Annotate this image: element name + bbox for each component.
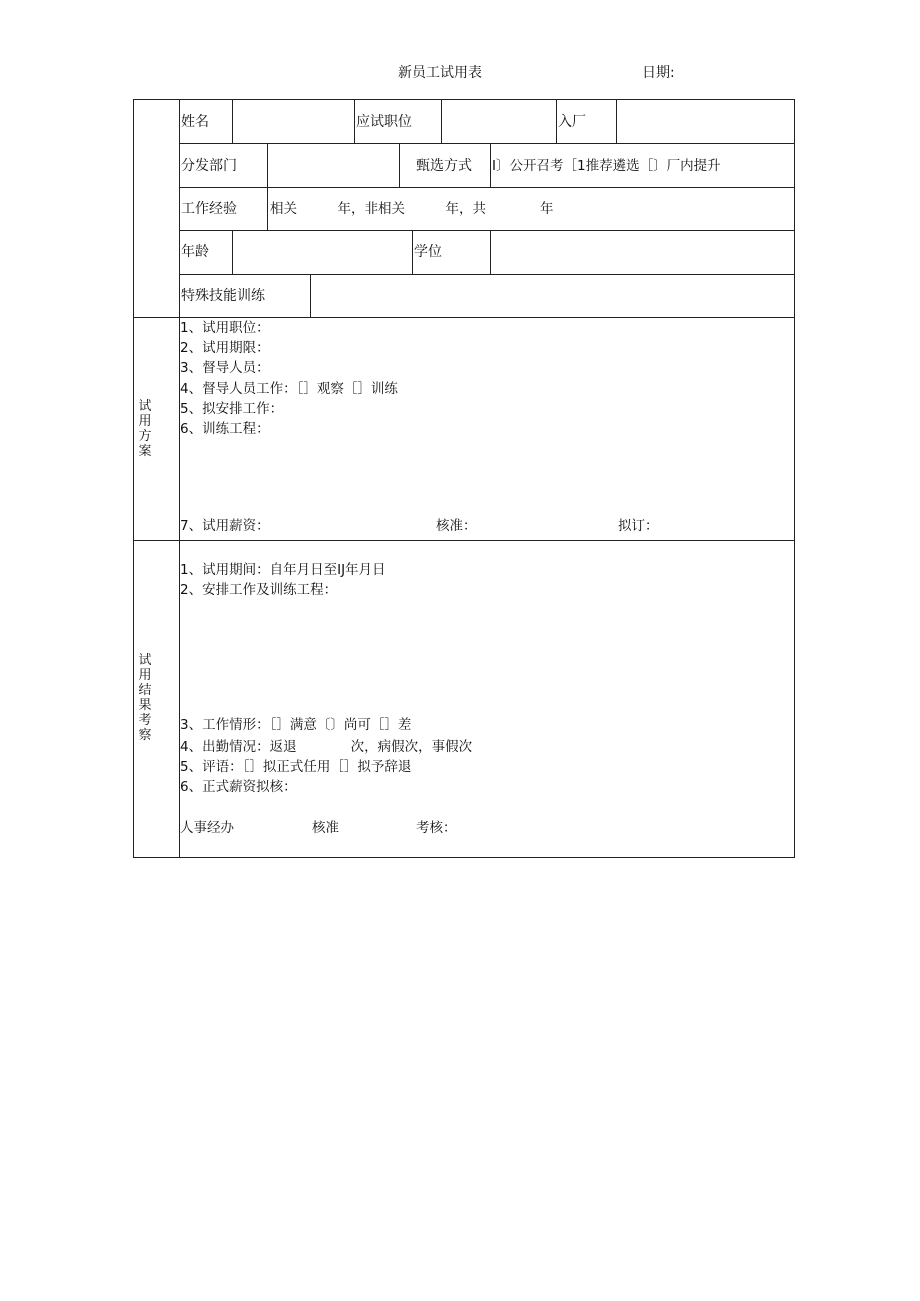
result-performance: 3、工作情形：［］满意〔〕尚可［］差 — [180, 717, 412, 733]
cell-divider — [412, 230, 413, 274]
plan-side-char: 方 — [138, 429, 152, 444]
result-comment: 5、评语：［］拟正式任用［］拟予辞退 — [180, 759, 412, 775]
result-hr: 人事经办 — [180, 820, 234, 836]
result-period: 1、试用期间：自年月日至IJ年月日 — [180, 562, 386, 578]
selection-label: 甄选方式 — [416, 158, 472, 174]
row-divider-1 — [179, 143, 794, 144]
result-side-label — [137, 653, 153, 743]
age-label: 年龄 — [181, 244, 209, 260]
result-side-char: 果 — [138, 698, 152, 713]
cell-divider — [556, 100, 557, 143]
result-attendance: 4、出勤情况：返退 次，病假次，事假次 — [180, 739, 473, 755]
plan-draft: 拟订： — [618, 518, 659, 534]
plan-item: 2、试用期限： — [180, 340, 270, 356]
result-formal-salary: 6、正式薪资拟核： — [180, 779, 297, 795]
plan-side-char: 试 — [138, 399, 152, 414]
plan-side-label — [137, 399, 153, 459]
plan-side-char: 案 — [138, 444, 152, 459]
plan-item: 5、拟安排工作： — [180, 401, 284, 417]
entry-label: 入厂 — [558, 114, 586, 130]
plan-side-char: 用 — [138, 414, 152, 429]
date-label: 日期: — [642, 65, 675, 81]
selection-options: I〕公开召考［1推荐遴选［〕厂内提升 — [492, 158, 721, 174]
row-divider-2 — [179, 187, 794, 188]
cell-divider — [267, 143, 268, 187]
experience-text: 相关 年，非相关 年，共 年 — [270, 201, 554, 217]
section-divider-2 — [134, 540, 794, 541]
cell-divider — [267, 187, 268, 230]
probation-form — [133, 99, 795, 858]
plan-item: 3、督导人员： — [180, 360, 270, 376]
experience-label: 工作经验 — [181, 201, 237, 217]
cell-divider — [310, 274, 311, 317]
skills-label: 特殊技能训练 — [181, 288, 265, 304]
name-label: 姓名 — [181, 114, 209, 130]
result-side-char: 考 — [138, 713, 152, 728]
result-review: 考核： — [416, 820, 457, 836]
result-side-char: 用 — [138, 668, 152, 683]
cell-divider — [354, 100, 355, 143]
cell-divider — [490, 143, 491, 187]
cell-divider — [616, 100, 617, 143]
section-divider-1 — [134, 317, 794, 318]
plan-salary: 7、试用薪资： — [180, 518, 270, 534]
row-divider-3 — [179, 230, 794, 231]
result-side-char: 试 — [138, 653, 152, 668]
plan-approve: 核准： — [436, 518, 477, 534]
result-side-char: 察 — [138, 728, 152, 743]
dept-label: 分发部门 — [181, 158, 237, 174]
result-side-char: 结 — [138, 683, 152, 698]
plan-item: 6、训练工程： — [180, 421, 270, 437]
cell-divider — [441, 100, 442, 143]
degree-label: 学位 — [414, 244, 442, 260]
result-tasks: 2、安排工作及训练工程： — [180, 582, 338, 598]
cell-divider — [232, 230, 233, 274]
row-divider-4 — [179, 274, 794, 275]
plan-item: 4、督导人员工作：［］观察［］训练 — [180, 381, 398, 397]
plan-item: 1、试用职位： — [180, 320, 270, 336]
position-label: 应试职位 — [356, 114, 412, 130]
cell-divider — [490, 230, 491, 274]
result-approve: 核准 — [312, 820, 339, 836]
cell-divider — [399, 143, 400, 187]
cell-divider — [232, 100, 233, 143]
form-title: 新员工试用表 — [398, 65, 482, 81]
